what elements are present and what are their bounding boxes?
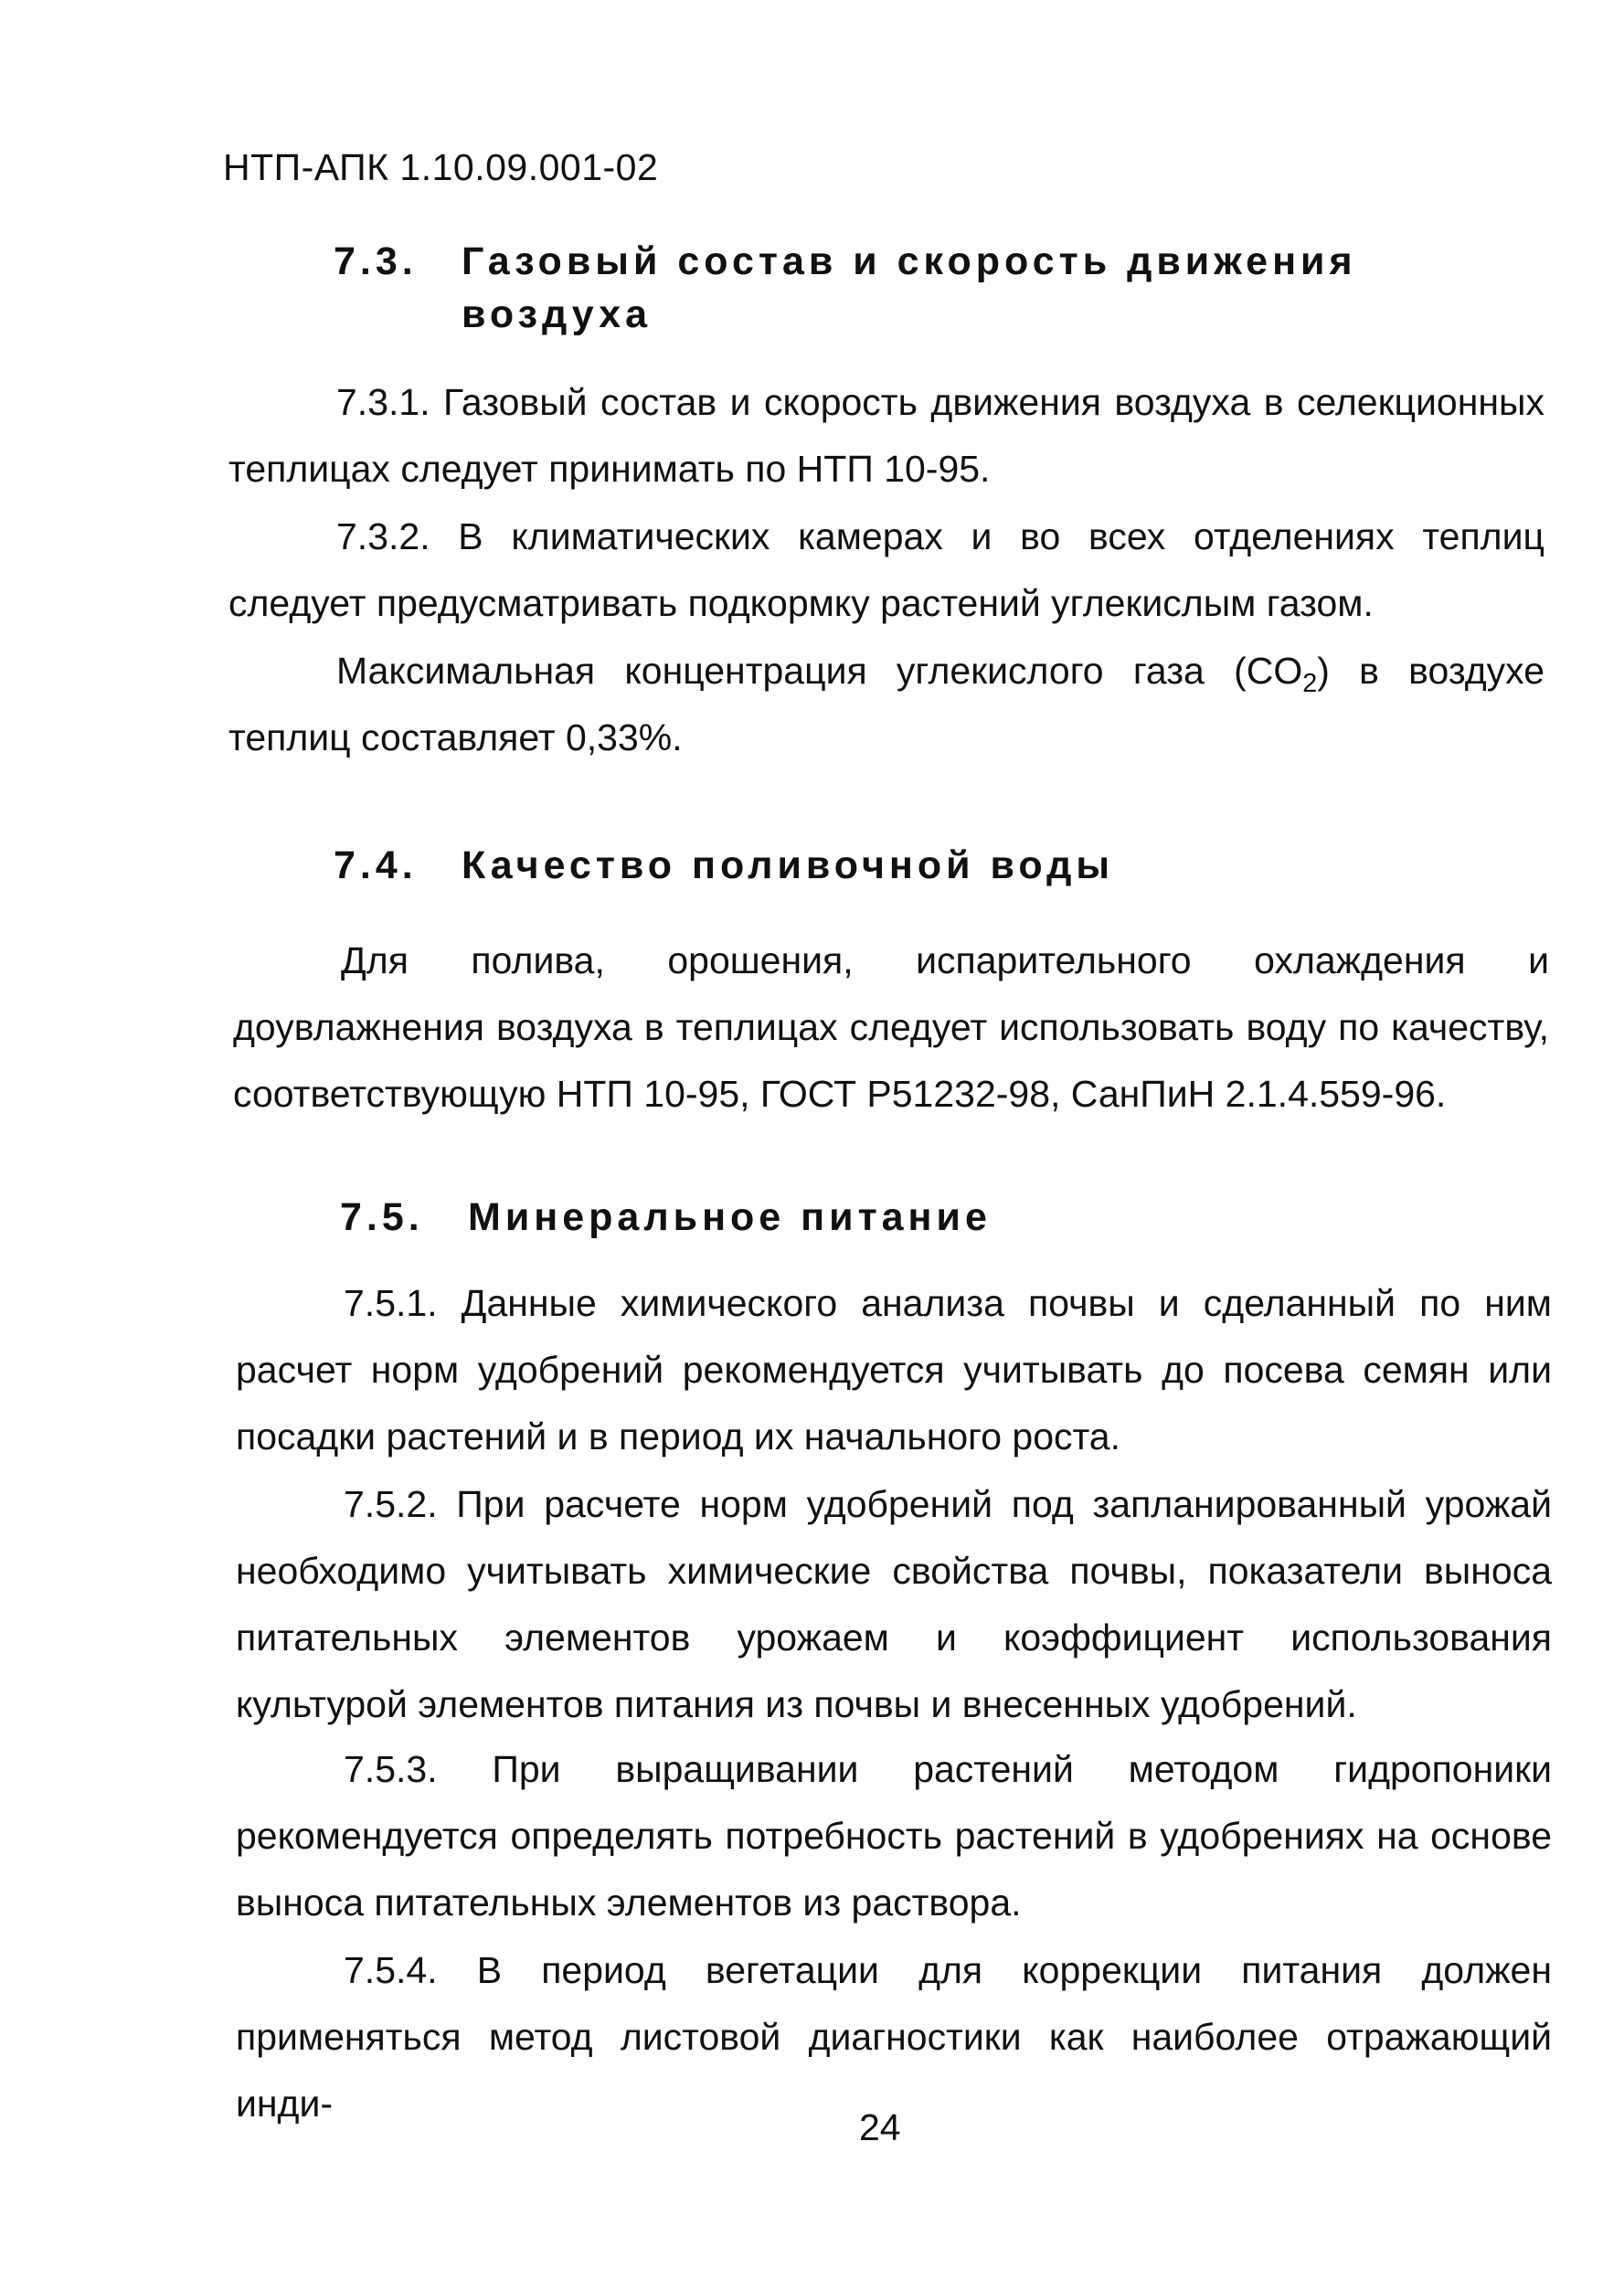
paragraph-co2-concentration [228,638,1544,771]
paragraph-7-3-2: 7.3.2. В климатических камерах и во всех отделениях теплиц следует предусматривать подкормку растений углекислым газом. [228,515,1544,624]
section-number: 7.4. [334,843,418,887]
paragraph-7-3-1: 7.3.1. Газовый состав и скорость движения воздуха в селекционных теплицах следует принимать по НТП 10-95. [228,381,1544,490]
paragraph-7-4: Для полива, орошения, испарительного охлаждения и доувлажнения воздуха в теплицах следует использовать воду по качеству, соответствующую НТП 10-95, ГОСТ Р51232-98, СанПиН 2.1.4.559-96. [233,939,1549,1115]
paragraph-7-5-4: 7.5.4. В период вегетации для коррекции питания должен применяться метод листовой диагностики как наиболее отражающий инди- [236,1949,1552,2125]
section-title: Минеральное питание [468,1195,992,1239]
section-title: Качество поливочной воды [462,843,1115,887]
paragraph-7-5-2: 7.5.2. При расчете норм удобрений под запланированный урожай необходимо учитывать химические свойства почвы, показатели выноса питательных элементов урожаем и коэффициент использования культурой элементов питания из почвы и внесенных удобрений. [236,1483,1552,1725]
page-number: 24 [859,2106,901,2148]
section-number: 7.5. [340,1195,424,1239]
document-code: НТП-АПК 1.10.09.001-02 [223,146,659,188]
paragraph-7-5-3: 7.5.3. При выращивании растений методом гидропоники рекомендуется определять потребность растений в удобрениях на основе выноса питательных элементов из раствора. [236,1748,1552,1924]
paragraph-7-5-1: 7.5.1. Данные химического анализа почвы и сделанный по ним расчет норм удобрений рекомендуется учитывать до посева семян или посадки растений и в период их начального роста. [236,1282,1552,1458]
co2-text-before: Максимальная концентрация углекислого газа (CO [336,650,1303,692]
co2-text-after: ) в воздухе теплиц составляет 0,33%. [228,650,1544,758]
co2-subscript: 2 [1302,669,1318,699]
section-title: Газовый состав и скорость движения воздуха [462,239,1357,336]
section-number: 7.3. [334,239,418,283]
